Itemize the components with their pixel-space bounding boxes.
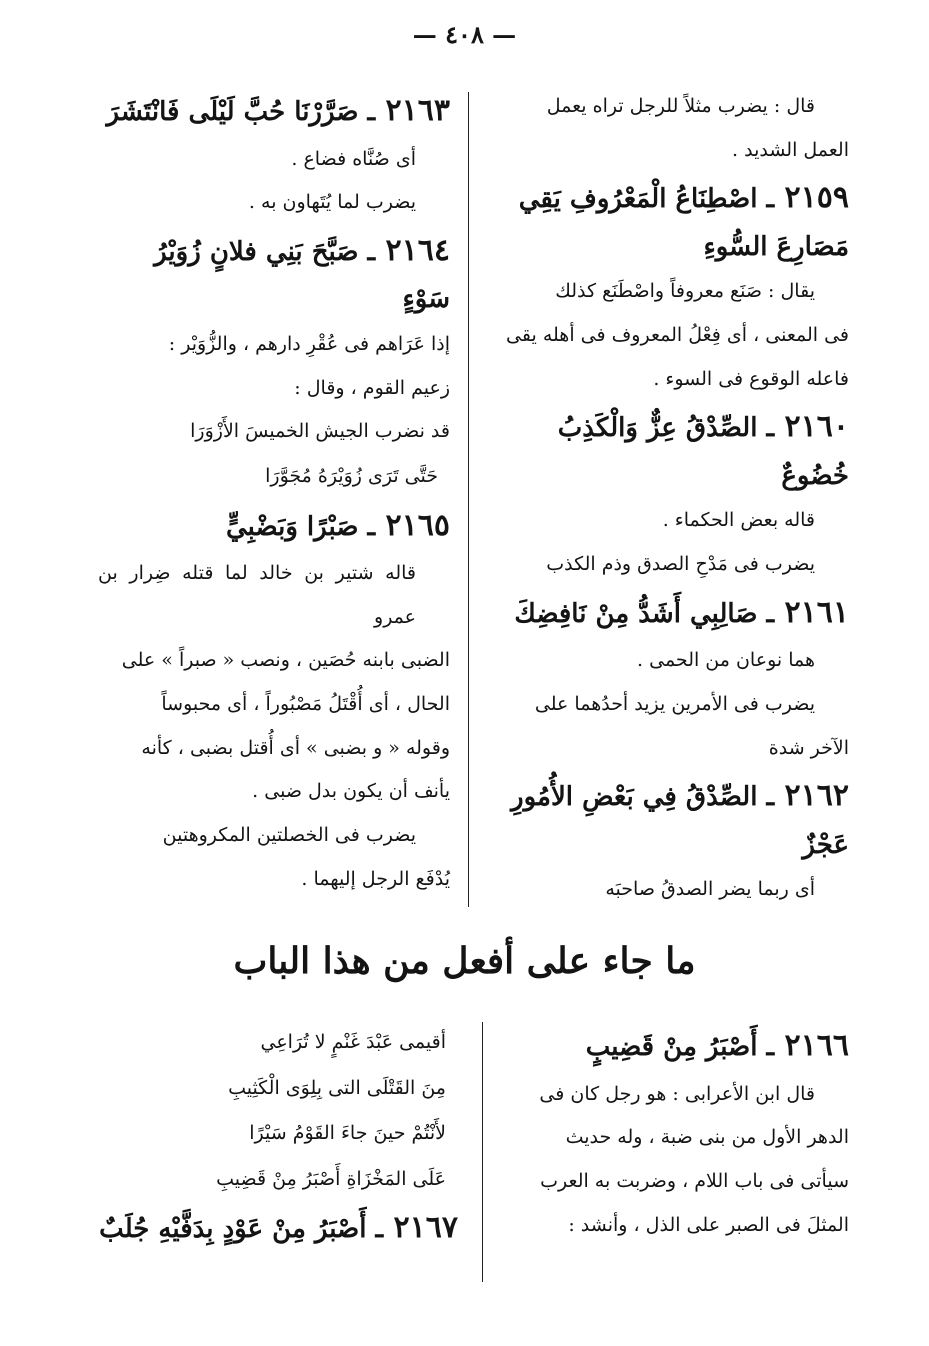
proverb-text: ـ صَبْرًا وَبَضْبِيٍّ [226,511,376,542]
proverb-heading [504,454,849,500]
text-line: الدهر الأول من بنى ضبة ، وله حديث [565,1126,849,1149]
text-line: يقال : صَنَع معروفاً واصْطَنَع كذلك [555,280,815,303]
proverb-number: ٢١٦٥ [375,507,450,543]
proverb-heading [499,1020,849,1073]
text-line: الآخر شدة [768,736,849,759]
verse-line: مِنَ القَتْلَى التى بِلِوَى الْكَثِيبِ [228,1076,446,1099]
section-title: ما جاء على أفعل من هذا الباب [233,940,696,982]
text-line: المثلَ فى الصبر على الذل ، وأنشد : [568,1213,849,1236]
left-column-top [98,85,450,902]
text-line: الحال ، أى أُقْتَلُ مَصْبُوراً ، أى محبوساً [161,693,450,716]
proverb-number: ٢١٥٩ [774,180,849,216]
text-line: يضرب فى الخصلتين المكروهتين [162,824,416,847]
proverb-heading [504,770,849,868]
proverb-number: ٢١٦٤ [375,232,450,268]
proverb-text: ـ صَالِبِي أَشَدُّ مِنْ نَافِضِكَ [514,598,775,629]
proverb-number: ٢١٦٦ [774,1028,849,1063]
text-line: فى المعنى ، أى فِعْلُ المعروف فى أهله يقى [506,324,849,347]
text-line: سيأتى فى باب اللام ، وضربت به العرب [540,1169,849,1192]
right-column-top [504,85,849,912]
proverb-text: ـ أَصْبَرُ مِنْ عَوْدٍ بِدَفَّيْهِ جُلَبٌ [99,1214,384,1245]
text-line: يُدْفَع الرجل إليهما . [301,867,450,890]
column-divider-top [468,92,469,907]
proverb-heading [504,225,849,271]
text-line: وقوله « و بضبى » أى أُقتل بضبى ، كأنه [141,736,450,759]
text-line: يضرب لما يُتَهاون به . [248,191,416,214]
left-column-bottom [98,1020,458,1255]
proverb-text: خُضُوعٌ [781,460,849,491]
text-line: هما نوعان من الحمى . [637,649,815,672]
verse-line: حَتَّى تَرَى زُوَيْرَهُ مُجَوَّرَا [265,464,438,487]
proverb-text: ـ أَصْبَرُ مِنْ قَضِيبٍ [585,1032,775,1062]
verse-line: عَلَى المَخْزَاةِ أَصْبَرُ مِنْ قَضِيبِ [216,1167,446,1190]
page-number: — ٤٠٨ — [412,20,517,49]
text-line: العمل الشديد . [732,138,849,161]
text-line: قاله بعض الحكماء . [662,509,815,532]
proverb-heading [98,1202,458,1255]
proverb-text: ـ الصِّدْقُ عِزٌّ وَالْكَذِبُ [557,413,775,444]
proverb-number: ٢١٦١ [774,594,849,630]
proverb-heading [98,85,450,138]
text-line: الضبى بابنه حُصَين ، ونصب « صبراً » على [121,649,450,672]
text-line: فاعله الوقوع فى السوء . [653,367,849,390]
text-line: قاله شتير بن خالد لما قتله ضِرار بن عمرو [98,562,416,628]
right-column-bottom [499,1020,849,1247]
proverb-number: ٢١٦٧ [383,1210,458,1246]
text-line: يضرب فى مَدْحِ الصدق وذم الكذب [546,553,815,576]
proverb-heading [98,225,450,323]
proverb-number: ٢١٦٣ [375,93,450,128]
proverb-heading [504,401,849,454]
proverb-text: ـ صَرَّرْنَا حُبَّ لَيْلَى فَانْتَشَرَ [106,97,376,127]
text-line: يأنف أن يكون بدل ضبى . [252,780,450,803]
proverb-text: ـ صَبَّحَ بَنِي فلانٍ زُوَيْرُ سَوْءٍ [154,236,450,315]
proverb-text: ـ الصِّدْقُ فِي بَعْضِ الأُمُورِ عَجْزٌ [511,782,849,860]
proverb-heading [504,587,849,640]
text-line: أى صُنَّاه فضاع . [291,147,416,170]
verse-line: لأَنْتُمْ حينَ جاءَ القَوْمُ سَيْرًا [249,1122,446,1145]
proverb-heading [98,500,450,553]
text-line: قد نضرب الجيش الخميسَ الأَزْوَرَا [190,420,450,443]
verse-line: أقيمى عَبْدَ غَنْمٍ لا تُرَاعِي [260,1031,446,1053]
proverb-text: ـ اصْطِنَاعُ الْمَعْرُوفِ يَقِي [518,184,775,215]
text-line: قال : يضرب مثلاً للرجل تراه يعمل [546,95,815,117]
text-line: أى ربما يضر الصدقُ صاحبَه [605,878,815,901]
column-divider-bottom [482,1022,483,1282]
text-line: زعيم القوم ، وقال : [294,376,450,399]
proverb-heading [504,172,849,225]
proverb-number: ٢١٦٢ [774,778,849,814]
text-line: إذا عَرَاهم فى عُقْرِ دارهم ، والزُّوَيْر : [168,332,450,355]
proverb-number: ٢١٦٠ [774,409,849,445]
text-line: قال ابن الأعرابى : هو رجل كان فى [539,1082,815,1105]
text-line: يضرب فى الأمرين يزيد أحدُهما على [534,693,815,715]
proverb-text: مَصَارِعَ السُّوءِ [703,231,849,262]
